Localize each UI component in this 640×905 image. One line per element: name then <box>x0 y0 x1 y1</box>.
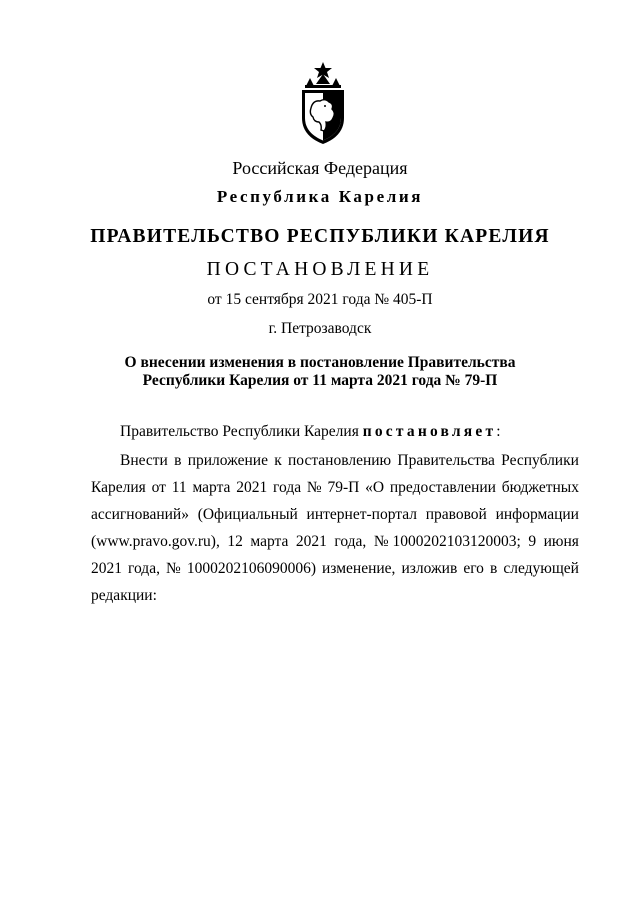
body-word: изменение, <box>322 560 396 577</box>
body-word: (Официальный <box>197 506 298 523</box>
body-word: следующей <box>503 560 579 577</box>
body-word: года, <box>334 533 367 550</box>
body-line <box>91 501 579 528</box>
document-city: г. Петрозаводск <box>268 320 372 337</box>
title-line: О внесении изменения в постановление Правительства <box>124 354 516 371</box>
document-date-number: от 15 сентября 2021 года № 405-П <box>207 291 433 308</box>
body-word: № 1000202103120003; <box>373 533 521 550</box>
intro-punct: : <box>496 423 501 440</box>
body-word: 1000202106090006) <box>186 560 316 577</box>
body-word: интернет-портал <box>306 506 417 523</box>
country-name: Российская Федерация <box>232 158 408 178</box>
body-line <box>91 555 579 582</box>
body-word: от <box>151 479 166 496</box>
body-word: года, <box>128 560 160 577</box>
body-word: № <box>165 560 181 577</box>
body-line <box>91 528 579 555</box>
body-word: 2021 <box>295 533 327 550</box>
body-word: постановлению <box>288 452 392 469</box>
body-word: его <box>463 560 484 577</box>
body-word: марта <box>250 533 289 550</box>
body-word: 11 <box>171 479 187 496</box>
body-line <box>91 447 579 474</box>
body-word: Карелия <box>91 479 146 496</box>
karelia-coat-of-arms-icon <box>298 62 348 146</box>
title-line: Республики Карелия от 11 марта 2021 года № 79-П <box>142 372 498 389</box>
body-word: года <box>273 479 302 496</box>
body-word: 2021 <box>236 479 268 496</box>
body-line <box>91 582 579 609</box>
document-title <box>0 354 640 390</box>
body-word: предоставлении <box>389 479 496 496</box>
document-type: ПОСТАНОВЛЕНИЕ <box>206 259 434 280</box>
body-word: 9 <box>528 533 537 550</box>
body-word: редакции: <box>91 587 157 604</box>
body-word: 79-П <box>327 479 360 496</box>
intro-verb: постановляет <box>362 423 497 440</box>
body-word: 12 <box>227 533 243 550</box>
body-word: приложение <box>187 452 268 469</box>
body-word: к <box>274 452 282 469</box>
body-word: Правительства <box>397 452 495 469</box>
body-word: информации <box>495 506 579 523</box>
body-paragraph <box>91 447 579 609</box>
body-word: Внести <box>120 452 168 469</box>
body-word: изложив <box>401 560 458 577</box>
body-line <box>91 474 579 501</box>
body-word: бюджетных <box>501 479 579 496</box>
body-word: в <box>489 560 498 577</box>
body-word: Республики <box>501 452 579 469</box>
body-word: № <box>306 479 322 496</box>
body-word: «О <box>365 479 385 496</box>
republic-name: Республика Карелия <box>216 187 424 206</box>
body-word: в <box>174 452 182 469</box>
body-word: (www.pravo.gov.ru), <box>91 533 220 550</box>
body-word: ассигнований» <box>91 506 189 523</box>
body-word: правовой <box>425 506 487 523</box>
government-name: ПРАВИТЕЛЬСТВО РЕСПУБЛИКИ КАРЕЛИЯ <box>90 226 550 247</box>
body-word: марта <box>192 479 231 496</box>
body-word: июня <box>543 533 579 550</box>
intro-subject: Правительство Республики Карелия <box>120 423 359 440</box>
body-word: 2021 <box>91 560 122 577</box>
intro-paragraph <box>120 423 501 441</box>
